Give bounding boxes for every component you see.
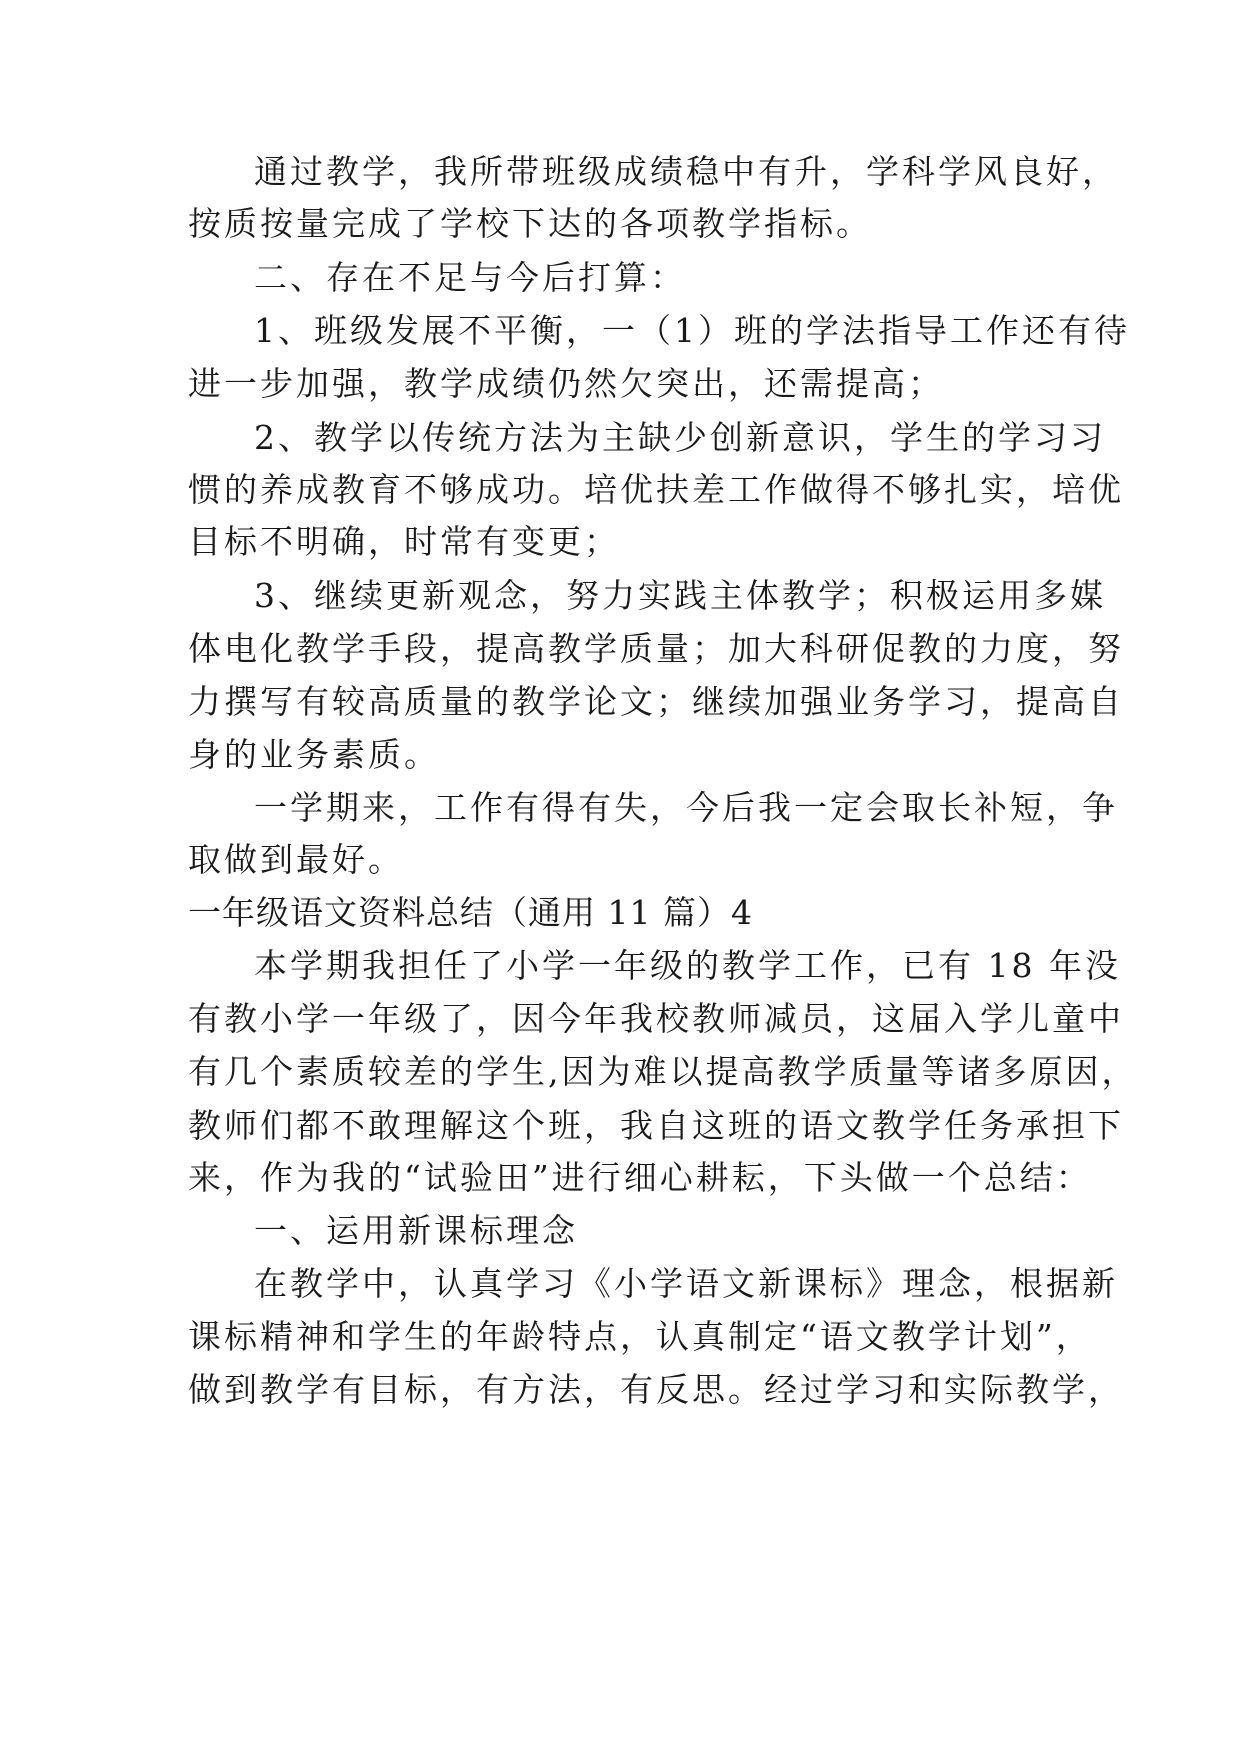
text-line: 惯的养成教育不够成功。培优扶差工作做得不够扎实，培优: [188, 470, 1124, 509]
text-line: 3、继续更新观念，努力实践主体教学；积极运用多媒: [254, 576, 1106, 615]
text-line: 有几个素质较差的学生,因为难以提高教学质量等诸多原因，: [188, 1052, 1138, 1091]
text-line: 教师们都不敢理解这个班，我自这班的语文教学任务承担下: [188, 1106, 1124, 1145]
text-line: 通过教学，我所带班级成绩稳中有升，学科学风良好，: [254, 152, 1118, 191]
text-line: 身的业务素质。: [188, 735, 440, 774]
text-line: 课标精神和学生的年龄特点，认真制定“语文教学计划”，: [188, 1317, 1092, 1356]
text-line: 进一步加强，教学成绩仍然欠突出，还需提高；: [188, 364, 944, 403]
text-line: 在教学中，认真学习《小学语文新课标》理念，根据新: [254, 1264, 1118, 1303]
text-line: 来，作为我的“试验田”进行细心耕耘，下头做一个总结：: [188, 1158, 1092, 1197]
section-heading: 一、运用新课标理念: [254, 1211, 578, 1250]
text-line: 取做到最好。: [188, 840, 404, 879]
text-line: 一学期来，工作有得有失，今后我一定会取长补短，争: [254, 788, 1118, 827]
text-line: 做到教学有目标，有方法，有反思。经过学习和实际教学，: [188, 1370, 1124, 1409]
text-line: 有教小学一年级了，因今年我校教师减员，这届入学儿童中: [188, 999, 1124, 1038]
section-heading: 二、存在不足与今后打算：: [254, 258, 686, 297]
text-line: 2、教学以传统方法为主缺少创新意识，学生的学习习: [254, 418, 1106, 457]
text-line: 力撰写有较高质量的教学论文；继续加强业务学习，提高自: [188, 682, 1124, 721]
text-line: 按质按量完成了学校下达的各项教学指标。: [188, 204, 872, 243]
text-line: 1、班级发展不平衡，一（1）班的学法指导工作还有待: [254, 311, 1130, 350]
text-line: 本学期我担任了小学一年级的教学工作，已有 18 年没: [254, 946, 1121, 985]
text-line: 体电化教学手段，提高教学质量；加大科研促教的力度，努: [188, 629, 1124, 668]
text-line: 目标不明确，时常有变更；: [188, 522, 620, 561]
article-title: 一年级语文资料总结（通用 11 篇）4: [188, 893, 753, 932]
